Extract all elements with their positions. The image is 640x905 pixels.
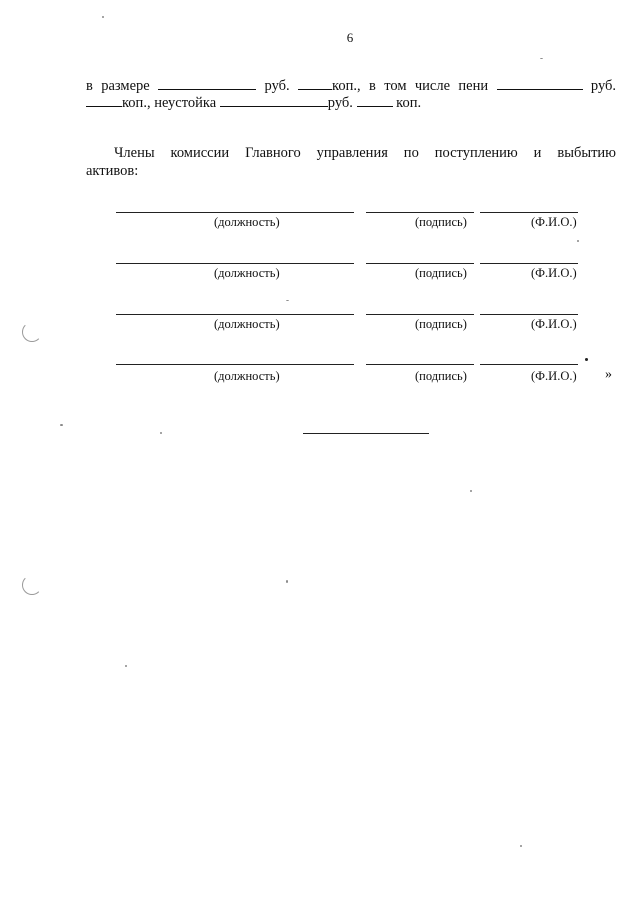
members-heading-end: активов: [86, 163, 139, 179]
amount-kop-label: коп., в том числе пени [332, 78, 489, 94]
signature-line [366, 314, 474, 315]
signature-line [366, 263, 474, 264]
position-line [116, 212, 354, 213]
scan-speck [160, 432, 162, 434]
scan-speck [577, 240, 579, 242]
forfeit-kop-label: коп. [396, 95, 422, 111]
scan-speck [60, 424, 63, 426]
amount-kop-blank [298, 76, 332, 90]
signature-line [366, 212, 474, 213]
signature-caption: (подпись) [415, 317, 467, 331]
name-line [480, 263, 578, 264]
position-line [116, 364, 354, 365]
name-caption: (Ф.И.О.) [531, 215, 577, 229]
amount-line-2 [86, 93, 421, 112]
scan-speck [540, 58, 543, 59]
closing-quote: » [605, 367, 612, 382]
penalty-kop-label: коп., неустойка [122, 95, 217, 111]
forfeit-rub-blank [220, 93, 328, 107]
members-heading: Члены комиссии Главного управления по поступлению и выбытию [114, 145, 616, 161]
scan-speck [585, 358, 588, 361]
name-line [480, 364, 578, 365]
signature-line [366, 364, 474, 365]
scan-speck [286, 580, 288, 583]
penalty-rub-label: руб. [590, 78, 617, 94]
amount-rub-blank [158, 76, 256, 90]
name-caption: (Ф.И.О.) [531, 266, 577, 280]
amount-prefix: в размере [86, 78, 150, 94]
scan-speck [470, 490, 472, 492]
position-caption: (должность) [214, 369, 280, 383]
forfeit-rub-label: руб. [327, 95, 353, 111]
signature-caption: (подпись) [415, 266, 467, 280]
position-line [116, 263, 354, 264]
position-caption: (должность) [214, 317, 280, 331]
amount-rub-label: руб. [264, 78, 290, 94]
position-caption: (должность) [214, 266, 280, 280]
scan-speck [125, 665, 127, 667]
signature-caption: (подпись) [415, 369, 467, 383]
punch-hole-mark [22, 322, 42, 342]
position-line [116, 314, 354, 315]
signature-caption: (подпись) [415, 215, 467, 229]
name-caption: (Ф.И.О.) [531, 317, 577, 331]
forfeit-kop-blank [357, 93, 393, 107]
page-number: 6 [346, 30, 354, 45]
name-caption: (Ф.И.О.) [531, 369, 577, 383]
name-line [480, 212, 578, 213]
scan-speck [102, 16, 104, 18]
name-line [480, 314, 578, 315]
punch-hole-mark [22, 575, 42, 595]
end-rule [303, 433, 429, 434]
position-caption: (должность) [214, 215, 280, 229]
penalty-kop-blank [86, 93, 122, 107]
penalty-rub-blank [497, 76, 583, 90]
scan-speck [286, 300, 289, 301]
scan-speck [520, 845, 522, 847]
